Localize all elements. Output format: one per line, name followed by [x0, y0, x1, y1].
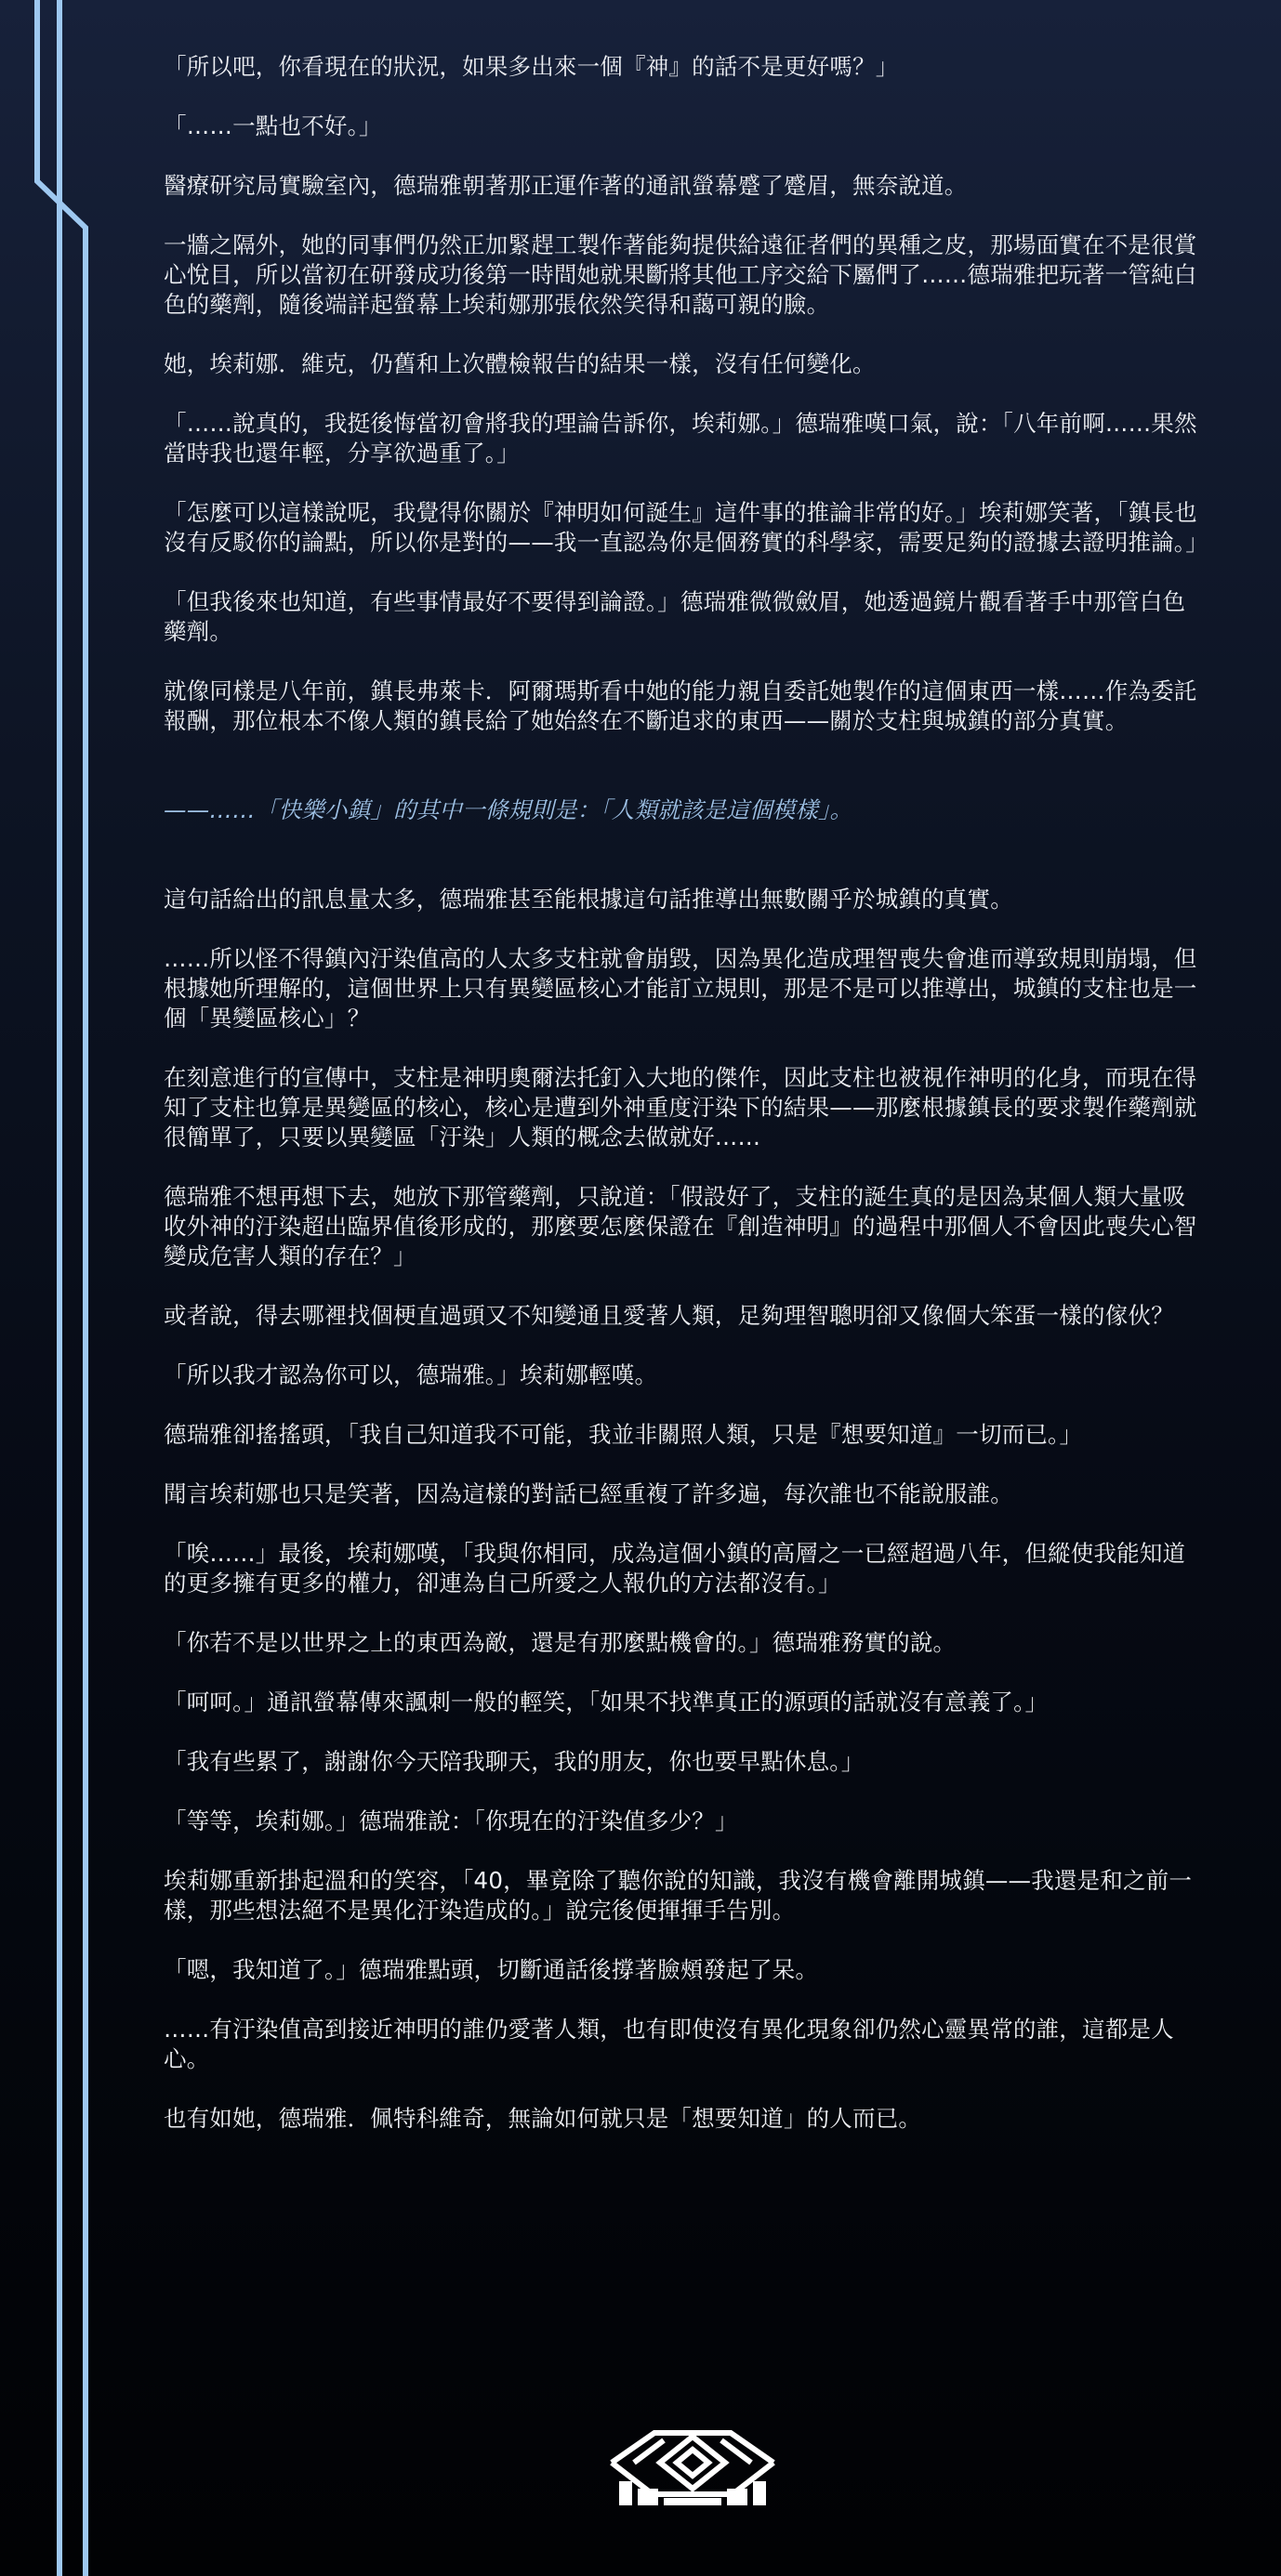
paragraph: 她，埃莉娜．維克，仍舊和上次體檢報告的結果一樣，沒有任何變化。 [164, 350, 876, 377]
diamond-emblem-logo-icon [606, 2427, 779, 2509]
paragraph: ……所以怪不得鎮內汙染值高的人太多支柱就會崩毀，因為異化造成理智喪失會進而導致規則崩塌，但根據她所理解的，這個世界上只有異變區核心才能訂立規則，那是不是可以推導出，城鎮的支柱也是一個「異變區核心」？ [164, 945, 1197, 1032]
paragraph: 在刻意進行的宣傳中，支柱是神明奧爾法托釘入大地的傑作，因此支柱也被視作神明的化身，而現在得知了支柱也算是異變區的核心，核心是遭到外神重度汙染下的結果——那麼根據鎮長的要求製作藥劑就很簡單了，只要以異變區「汙染」人類的概念去做就好…… [164, 1064, 1197, 1150]
paragraph: 「我有些累了，謝謝你今天陪我聊天，我的朋友，你也要早點休息。」 [164, 1748, 865, 1775]
paragraph: 「等等，埃莉娜。」德瑞雅說：「你現在的汙染值多少？」 [164, 1807, 738, 1834]
paragraph: 「但我後來也知道，有些事情最好不要得到論證。」德瑞雅微微斂眉，她透過鏡片觀看著手中那管白色藥劑。 [164, 588, 1186, 645]
paragraph: 「唉……」最後，埃莉娜嘆，「我與你相同，成為這個小鎮的高層之一已經超過八年，但縱使我能知道的更多擁有更多的權力，卻連為自己所愛之人報仇的方法都沒有。」 [164, 1540, 1186, 1597]
paragraph: 「呵呵。」通訊螢幕傳來諷刺一般的輕笑，「如果不找準真正的源頭的話就沒有意義了。」 [164, 1689, 1049, 1715]
paragraph: 就像同樣是八年前，鎮長弗萊卡．阿爾瑪斯看中她的能力親自委託她製作的這個東西一樣……作為委託報酬，那位根本不像人類的鎮長給了她始終在不斷追求的東西——關於支柱與城鎮的部分真實。 [164, 677, 1197, 734]
paragraph: 「你若不是以世界之上的東西為敵，還是有那麼點機會的。」德瑞雅務實的說。 [164, 1629, 957, 1656]
paragraph: 醫療研究局實驗室內，德瑞雅朝著那正運作著的通訊螢幕蹙了蹙眉，無奈說道。 [164, 172, 968, 199]
paragraph: ……有汙染值高到接近神明的誰仍愛著人類，也有即使沒有異化現象卻仍然心靈異常的誰，這都是人心。 [164, 2016, 1174, 2072]
paragraph: 「怎麼可以這樣說呢，我覺得你關於『神明如何誕生』這件事的推論非常的好。」埃莉娜笑著，「鎮長也沒有反駁你的論點，所以你是對的——我一直認為你是個務實的科學家，需要足夠的證據去證明推論。」 [164, 499, 1208, 556]
highlighted-rule-quote: ——……「快樂小鎮」的其中一條規則是：「人類就該是這個模樣」。 [164, 796, 853, 823]
side-line-decoration [0, 0, 112, 2576]
paragraph: 德瑞雅不想再想下去，她放下那管藥劑，只說道：「假設好了，支柱的誕生真的是因為某個人類大量吸收外神的汙染超出臨界值後形成的，那麼要怎麼保證在『創造神明』的過程中那個人不會因此喪失心智變成危害人類的存在？」 [164, 1183, 1197, 1269]
paragraph: 或者說，得去哪裡找個梗直過頭又不知變通且愛著人類，足夠理智聰明卻又像個大笨蛋一樣的傢伙？ [164, 1302, 1174, 1329]
paragraph: 一牆之隔外，她的同事們仍然正加緊趕工製作著能夠提供給遠征者們的異種之皮，那場面實在不是很賞心悅目，所以當初在研發成功後第一時間她就果斷將其他工序交給下屬們了……德瑞雅把玩著一管純白色的藥劑，隨後端詳起螢幕上埃莉娜那張依然笑得和藹可親的臉。 [164, 231, 1197, 318]
paragraph: 「……說真的，我挺後悔當初會將我的理論告訴你，埃莉娜。」德瑞雅嘆口氣，說：「八年前啊……果然當時我也還年輕，分享欲過重了。」 [164, 410, 1197, 467]
paragraph: 聞言埃莉娜也只是笑著，因為這樣的對話已經重複了許多遍，每次誰也不能說服誰。 [164, 1480, 1013, 1507]
paragraph: 「……一點也不好。」 [164, 112, 382, 139]
paragraph: 「所以我才認為你可以，德瑞雅。」埃莉娜輕嘆。 [164, 1361, 658, 1388]
paragraph: 「嗯，我知道了。」德瑞雅點頭，切斷通話後撐著臉頰發起了呆。 [164, 1956, 819, 1983]
paragraph: 「所以吧，你看現在的狀況，如果多出來一個『神』的話不是更好嗎？」 [164, 53, 899, 80]
story-content [164, 52, 1208, 2163]
paragraph: 也有如她，德瑞雅．佩特科維奇，無論如何就只是「想要知道」的人而已。 [164, 2105, 922, 2132]
paragraph: 這句話給出的訊息量太多，德瑞雅甚至能根據這句話推導出無數關乎於城鎮的真實。 [164, 886, 1013, 913]
paragraph: 德瑞雅卻搖搖頭，「我自己知道我不可能，我並非關照人類，只是『想要知道』一切而已。」 [164, 1421, 1083, 1448]
paragraph: 埃莉娜重新掛起溫和的笑容，「40，畢竟除了聽你說的知識，我沒有機會離開城鎮——我還是和之前一樣，那些想法絕不是異化汙染造成的。」說完後便揮揮手告別。 [164, 1867, 1193, 1924]
